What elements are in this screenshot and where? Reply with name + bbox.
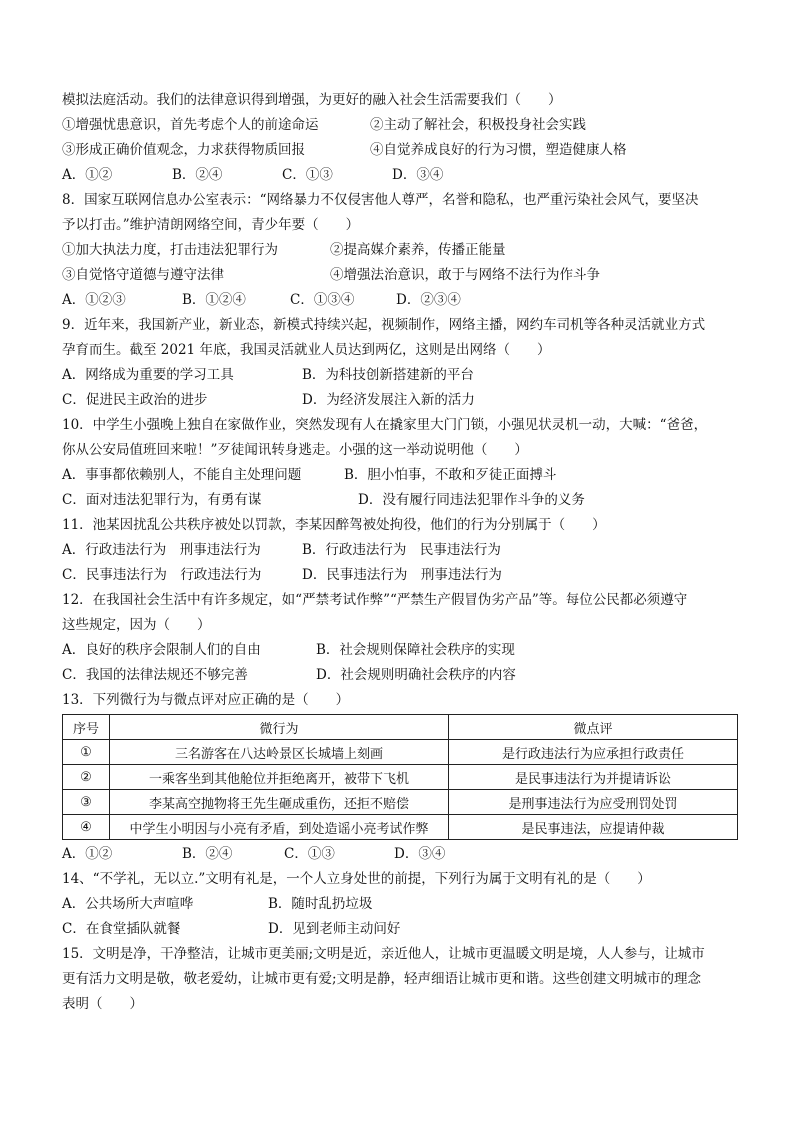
table-cell-index: ④ (63, 815, 110, 840)
q11-option-c: C．民事违法行为 行政违法行为 (62, 567, 262, 583)
q10-options-row (62, 488, 742, 513)
table-cell-index: ② (63, 765, 110, 790)
q7-item-3: ③形成正确价值观念，力求获得物质回报 (62, 142, 305, 158)
q8-item-1: ①加大执法力度，打击违法犯罪行为 (62, 242, 278, 258)
q9-stem-line-2: 孕育而生。截至 2021 年底，我国灵活就业人员达到两亿，这则是出网络（ ） (62, 342, 551, 358)
q10-stem-line-2: 你从公安局值班回来啦！”歹徒闻讯转身逃走。小强的这一举动说明他（ ） (62, 442, 528, 458)
table-header-row (63, 715, 738, 740)
table-cell-index: ① (63, 740, 110, 765)
table-row (63, 790, 738, 815)
table-header-comment: 微点评 (449, 715, 738, 740)
q14-stem: 14、“不学礼，无以立.”文明有礼是，一个人立身处世的前提，下列行为属于文明有礼的是（ ） (62, 871, 651, 887)
q7-item-2: ②主动了解社会，积极投身社会实践 (370, 117, 586, 133)
q9-stem-line-1: 9．近年来，我国新产业，新业态，新模式持续兴起，视频制作，网络主播，网约车司机等各种灵活就业方式 (62, 317, 706, 333)
table-cell-comment: 是民事违法，应提请仲裁 (449, 815, 738, 840)
q8-item-4: ④增强法治意识，敢于与网络不法行为作斗争 (330, 267, 600, 283)
q14-option-a: A．公共场所大声喧哗 (62, 896, 194, 912)
table-cell-behavior: 中学生小明因与小亮有矛盾，到处造谣小亮考试作弊 (110, 815, 449, 840)
q13-option-a: A．①② (62, 846, 113, 862)
q9-option-a: A．网络成为重要的学习工具 (62, 367, 234, 383)
q9-option-d: D．为经济发展注入新的活力 (302, 392, 475, 408)
q10-stem-line-1: 10．中学生小强晚上独自在家做作业，突然发现有人在撬家里大门门锁，小强见状灵机一动，大喊：“爸爸， (62, 417, 708, 433)
q12-stem-line-1: 12．在我国社会生活中有许多规定，如“严禁考试作弊”“严禁生产假冒伪劣产品”等。每位公民都必须遵守 (62, 592, 688, 608)
q7-options (62, 163, 742, 188)
exam-page (62, 88, 742, 1017)
table-cell-comment: 是行政违法行为应承担行政责任 (449, 740, 738, 765)
q11-option-a: A．行政违法行为 刑事违法行为 (62, 542, 261, 558)
q13-stem: 13．下列微行为与微点评对应正确的是（ ） (62, 692, 350, 708)
q9-option-b: B．为科技创新搭建新的平台 (302, 367, 474, 383)
q10-option-c: C．面对违法犯罪行为，有勇有谋 (62, 492, 262, 508)
q12-stem-line-2: 这些规定，因为（ ） (62, 617, 211, 633)
table-header-index: 序号 (63, 715, 110, 740)
q8-option-b: B．①②④ (182, 292, 246, 308)
q12-option-d: D．社会规则明确社会秩序的内容 (316, 667, 516, 683)
q8-item-row (62, 263, 742, 288)
q9-options-row (62, 363, 742, 388)
table-cell-comment: 是刑事违法行为应受刑罚处罚 (449, 790, 738, 815)
q7-option-b: B．②④ (172, 167, 223, 183)
table-cell-comment: 是民事违法行为并提请诉讼 (449, 765, 738, 790)
q7-option-d: D．③④ (392, 167, 444, 183)
q12-options-row (62, 638, 742, 663)
table-cell-behavior: 李某高空抛物将王先生砸成重伤，还拒不赔偿 (110, 790, 449, 815)
q9-option-c: C．促进民主政治的进步 (62, 392, 208, 408)
q8-options (62, 288, 742, 313)
q11-options-row (62, 563, 742, 588)
q15-stem-line-2: 更有活力文明是敬，敬老爱幼，让城市更有爱;文明是静，轻声细语让城市更和谐。这些创建文明城市的理念 (62, 971, 702, 987)
table-cell-behavior: 三名游客在八达岭景区长城墙上刻画 (110, 740, 449, 765)
q8-item-2: ②提高媒介素养，传播正能量 (330, 242, 506, 258)
q13-options (62, 842, 742, 867)
q13-option-b: B．②④ (182, 846, 233, 862)
q7-item-4: ④自觉养成良好的行为习惯，塑造健康人格 (370, 142, 627, 158)
q12-option-b: B．社会规则保障社会秩序的实现 (316, 642, 515, 658)
q13-option-d: D．③④ (394, 846, 446, 862)
q10-option-a: A．事事都依赖别人，不能自主处理问题 (62, 467, 302, 483)
q12-option-a: A．良好的秩序会限制人们的自由 (62, 642, 261, 658)
q8-option-a: A．①②③ (62, 292, 126, 308)
q10-options-row (62, 463, 742, 488)
q7-item-row (62, 138, 742, 163)
q11-stem: 11．池某因扰乱公共秩序被处以罚款，李某因醉驾被处拘役，他们的行为分别属于（ ） (62, 517, 606, 533)
q13-option-c: C．①③ (284, 846, 335, 862)
q12-options-row (62, 663, 742, 688)
table-row (63, 765, 738, 790)
q8-stem-line-2: 予以打击。”维护清朗网络空间，青少年要（ ） (62, 217, 360, 233)
q9-options-row (62, 388, 742, 413)
table-cell-behavior: 一乘客坐到其他舱位并拒绝离开，被带下飞机 (110, 765, 449, 790)
q15-stem-line-3: 表明（ ） (62, 996, 143, 1012)
q11-options-row (62, 538, 742, 563)
q7-option-a: A．①② (62, 167, 113, 183)
q10-option-d: D．没有履行同违法犯罪作斗争的义务 (358, 492, 585, 508)
q8-stem-line-1: 8．国家互联网信息办公室表示：“网络暴力不仅侵害他人尊严，名誉和隐私，也严重污染社会风气，要坚决 (62, 192, 699, 208)
q8-option-d: D．②③④ (396, 292, 461, 308)
q8-option-c: C．①③④ (290, 292, 355, 308)
q13-table (62, 714, 738, 840)
table-cell-index: ③ (63, 790, 110, 815)
q8-item-row (62, 238, 742, 263)
q11-option-d: D．民事违法行为 刑事违法行为 (302, 567, 502, 583)
table-row (63, 815, 738, 840)
q10-option-b: B．胆小怕事，不敢和歹徒正面搏斗 (344, 467, 557, 483)
q8-item-3: ③自觉恪守道德与遵守法律 (62, 267, 224, 283)
q7-item-1: ①增强忧患意识，首先考虑个人的前途命运 (62, 117, 319, 133)
q15-stem-line-1: 15．文明是净，干净整洁，让城市更美丽;文明是近，亲近他人，让城市更温暖文明是境，人人参与，让城市 (62, 946, 705, 962)
q11-option-b: B．行政违法行为 民事违法行为 (302, 542, 501, 558)
table-header-behavior: 微行为 (110, 715, 449, 740)
q14-option-d: D．见到老师主动问好 (268, 921, 401, 937)
q14-options-row (62, 892, 742, 917)
q7-option-c: C．①③ (282, 167, 333, 183)
q7-item-row (62, 113, 742, 138)
q14-option-c: C．在食堂插队就餐 (62, 921, 181, 937)
q7-stem: 模拟法庭活动。我们的法律意识得到增强，为更好的融入社会生活需要我们（ ） (62, 92, 562, 108)
q14-option-b: B．随时乱扔垃圾 (268, 896, 373, 912)
q12-option-c: C．我国的法律法规还不够完善 (62, 667, 248, 683)
table-row (63, 740, 738, 765)
q14-options-row (62, 917, 742, 942)
